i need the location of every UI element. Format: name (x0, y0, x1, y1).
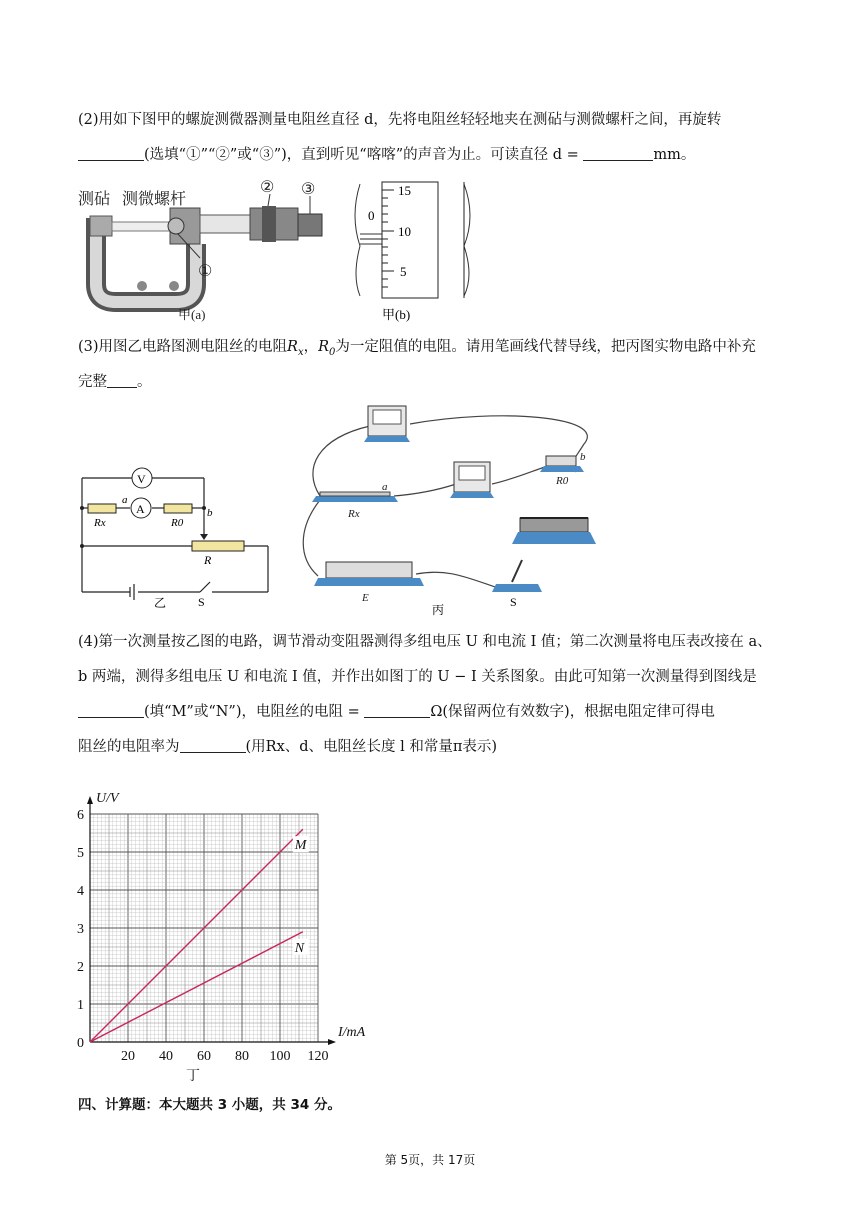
q3-text: ， (303, 339, 319, 355)
q3-line1: (3)用图乙电路图测电阻丝的电阻$R_x$，$R_0$为一定阻值的电阻。请用笔画线代替导线，把丙图实物电路中补充 (78, 339, 756, 358)
answer-blank[interactable] (78, 144, 144, 161)
q3-line2 (78, 365, 790, 400)
anvil-label: 测砧 (78, 191, 111, 208)
answer-blank[interactable] (364, 701, 430, 718)
scale-tick-label: 5 (400, 264, 407, 279)
q4-text: 阻丝的电阻率为 (78, 739, 180, 755)
switch-label: S (198, 595, 205, 609)
q2-line1: (2)用如下图甲的螺旋测微器测量电阻丝直径 d，先将电阻丝轻轻地夹在测砧与测微螺杆之间，再旋转 (78, 112, 722, 128)
q2-line2-a: (选填“①”“②”或“③”)，直到听见“喀喀”的声音为止。可读直径 d = (144, 147, 579, 163)
answer-blank[interactable] (78, 701, 144, 718)
origin-label: 0 (77, 1036, 84, 1051)
y-axis-label: U/V (96, 791, 119, 806)
x-axis-label: I/mA (338, 1025, 366, 1040)
y-axis-arrow (87, 796, 93, 804)
chart-caption: 丁 (186, 1069, 200, 1084)
x-tick-label: 100 (269, 1049, 291, 1064)
rx-label: Rx (94, 517, 106, 529)
q3-text: 为一定阻值的电阻。请用笔画线代替导线，把丙图实物电路中补充 (335, 339, 756, 355)
page-footer: 第 5页，共 17页 (384, 1153, 476, 1167)
q4-text: (用Rx、d、电阻丝长度 l 和常量π表示) (245, 739, 498, 755)
node-b-label: b (207, 507, 213, 519)
physical-circuit-bing (298, 398, 614, 620)
q2-line2 (78, 138, 790, 173)
series-label-N: N (294, 940, 305, 956)
rx-label: Rx (348, 508, 360, 520)
q3-text: 完整 (78, 374, 107, 390)
q2-line2-b: mm。 (653, 147, 696, 163)
spindle-label: 测微螺杆 (122, 191, 187, 208)
fig-yi-caption: 乙 (154, 596, 167, 610)
answer-blank[interactable] (583, 144, 653, 161)
q4-text: Ω(保留两位有效数字)，根据电阻定律可得电 (430, 704, 715, 720)
y-tick-label: 6 (77, 808, 84, 823)
y-tick-label: 4 (77, 884, 84, 899)
ammeter-symbol: A (136, 502, 145, 516)
section-heading: 四、计算题：本大题共 3 小题，共 34 分。 (78, 1097, 341, 1113)
circuit-diagram-yi (72, 460, 282, 610)
y-tick-label: 5 (77, 846, 84, 861)
switch-label: S (510, 595, 517, 609)
micrometer-scale-figure (348, 176, 484, 324)
battery-label: E (362, 592, 369, 604)
y-tick-label: 3 (77, 922, 84, 937)
q4-line3: (填“M”或“N”)，电阻丝的电阻 = Ω(保留两位有效数字)，根据电阻定律可得电 (78, 695, 790, 730)
node-a-label: a (122, 494, 128, 506)
node-a-label: a (382, 481, 388, 493)
u-i-chart (70, 786, 390, 1086)
micrometer-figure (78, 176, 338, 324)
y-tick-label: 2 (77, 960, 84, 975)
q3-text: 。 (137, 374, 152, 390)
mark-2: ② (260, 179, 275, 196)
answer-blank[interactable] (180, 736, 246, 753)
node-b-label: b (580, 451, 586, 463)
mark-1: ① (198, 263, 213, 280)
mark-3: ③ (301, 181, 316, 198)
scale-tick-label: 15 (398, 183, 411, 198)
scale-tick-label: 10 (398, 224, 411, 239)
q4-line2: b 两端，测得多组电压 U 和电流 I 值，并作出如图丁的 U − I 关系图象。由此可知第一次测量得到图线是 (78, 669, 757, 685)
fig-a-caption: 甲(a) (178, 307, 206, 322)
y-tick-label: 1 (77, 998, 84, 1013)
series-label-M: M (294, 838, 307, 854)
x-tick-label: 120 (307, 1049, 329, 1064)
fig-b-caption: 甲(b) (382, 307, 411, 322)
r0-label: R0 (556, 475, 569, 487)
x-tick-label: 80 (235, 1049, 249, 1064)
x-tick-label: 40 (159, 1049, 173, 1064)
q4-line4 (78, 730, 790, 765)
q4-line1: (4)第一次测量按乙图的电路，调节滑动变阻器测得多组电压 U 和电流 I 值；第二次测量将电压表改接在 a、 (78, 634, 772, 650)
q3-text: (3)用图乙电路图测电阻丝的电阻 (78, 339, 288, 355)
voltmeter-symbol: V (137, 472, 146, 486)
r0-label: R0 (171, 517, 184, 529)
scale-zero-label: 0 (368, 208, 375, 223)
x-tick-label: 20 (121, 1049, 135, 1064)
rheostat-label: R (204, 553, 212, 567)
x-axis-arrow (328, 1039, 336, 1045)
x-tick-label: 60 (197, 1049, 211, 1064)
q4-text: (填“M”或“N”)，电阻丝的电阻 (144, 704, 343, 720)
fig-bing-caption: 丙 (432, 603, 445, 617)
answer-blank[interactable] (107, 371, 137, 388)
